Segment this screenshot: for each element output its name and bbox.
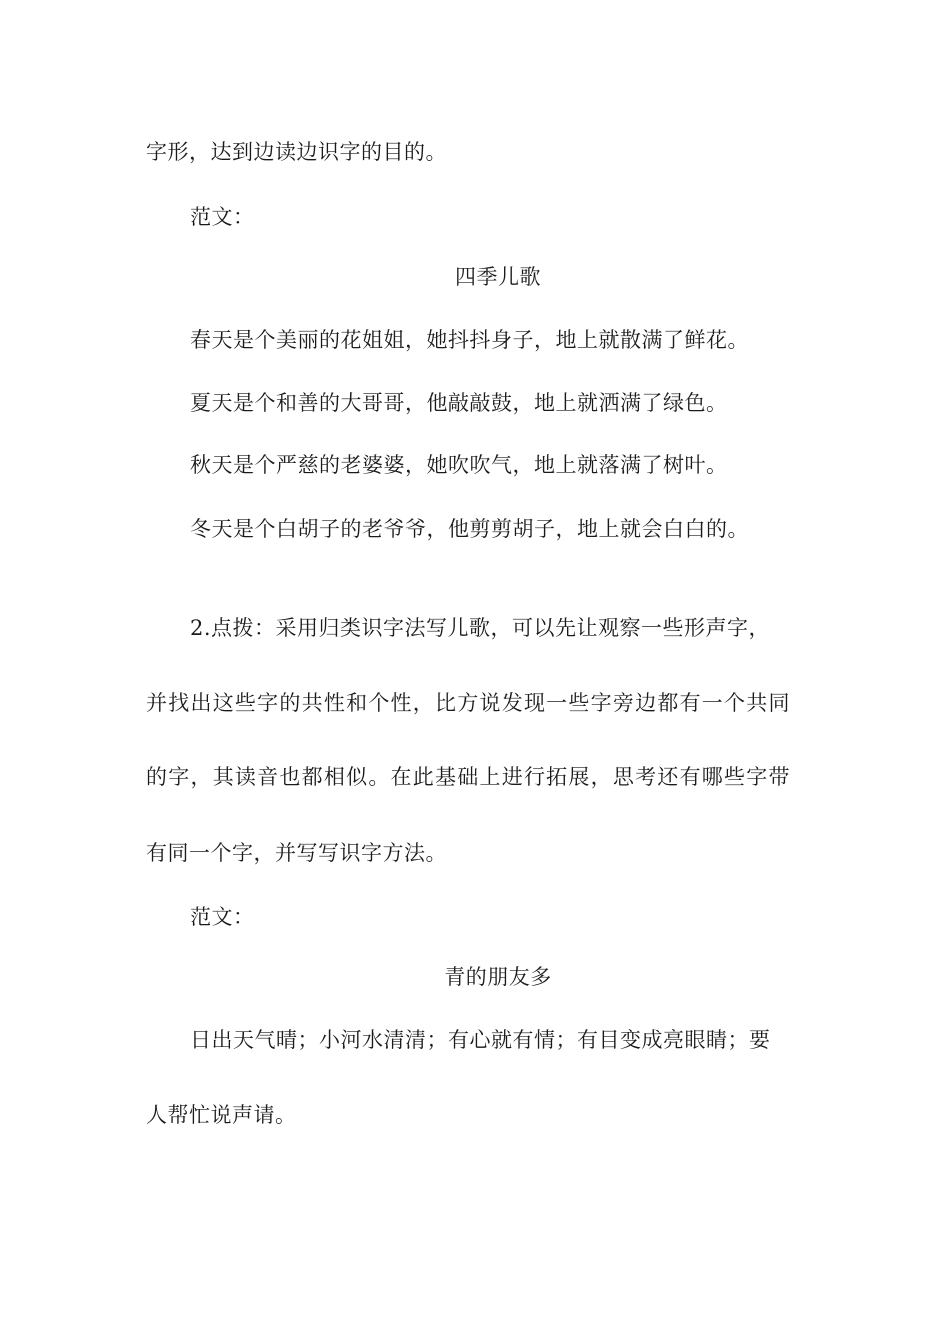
paragraph-line: 的字，其读音也都相似。在此基础上进行拓展，思考还有哪些字带 bbox=[146, 765, 790, 789]
poem-title: 四季儿歌 bbox=[455, 265, 541, 289]
continuation-line: 字形，达到边读边识字的目的。 bbox=[146, 140, 447, 164]
example-label: 范文： bbox=[190, 205, 255, 229]
poem-line: 夏天是个和善的大哥哥，他敲敲鼓，地上就洒满了绿色。 bbox=[190, 391, 728, 415]
poem-line: 日出天气晴；小河水清清；有心就有情；有目变成亮眼睛；要 bbox=[190, 1028, 771, 1052]
paragraph-line: 2.点拨：采用归类识字法写儿歌，可以先让观察一些形声字， bbox=[190, 616, 771, 640]
poem-line: 秋天是个严慈的老婆婆，她吹吹气，地上就落满了树叶。 bbox=[190, 453, 728, 477]
poem-line: 春天是个美丽的花姐姐，她抖抖身子，地上就散满了鲜花。 bbox=[190, 328, 749, 352]
poem-line: 冬天是个白胡子的老爷爷，他剪剪胡子，地上就会白白的。 bbox=[190, 517, 749, 541]
paragraph-line: 有同一个字，并写写识字方法。 bbox=[146, 841, 447, 865]
paragraph-line: 并找出这些字的共性和个性，比方说发现一些字旁边都有一个共同 bbox=[146, 691, 790, 715]
example-label: 范文： bbox=[190, 905, 255, 929]
poem-title: 青的朋友多 bbox=[444, 965, 552, 989]
poem-line: 人帮忙说声请。 bbox=[146, 1103, 297, 1127]
